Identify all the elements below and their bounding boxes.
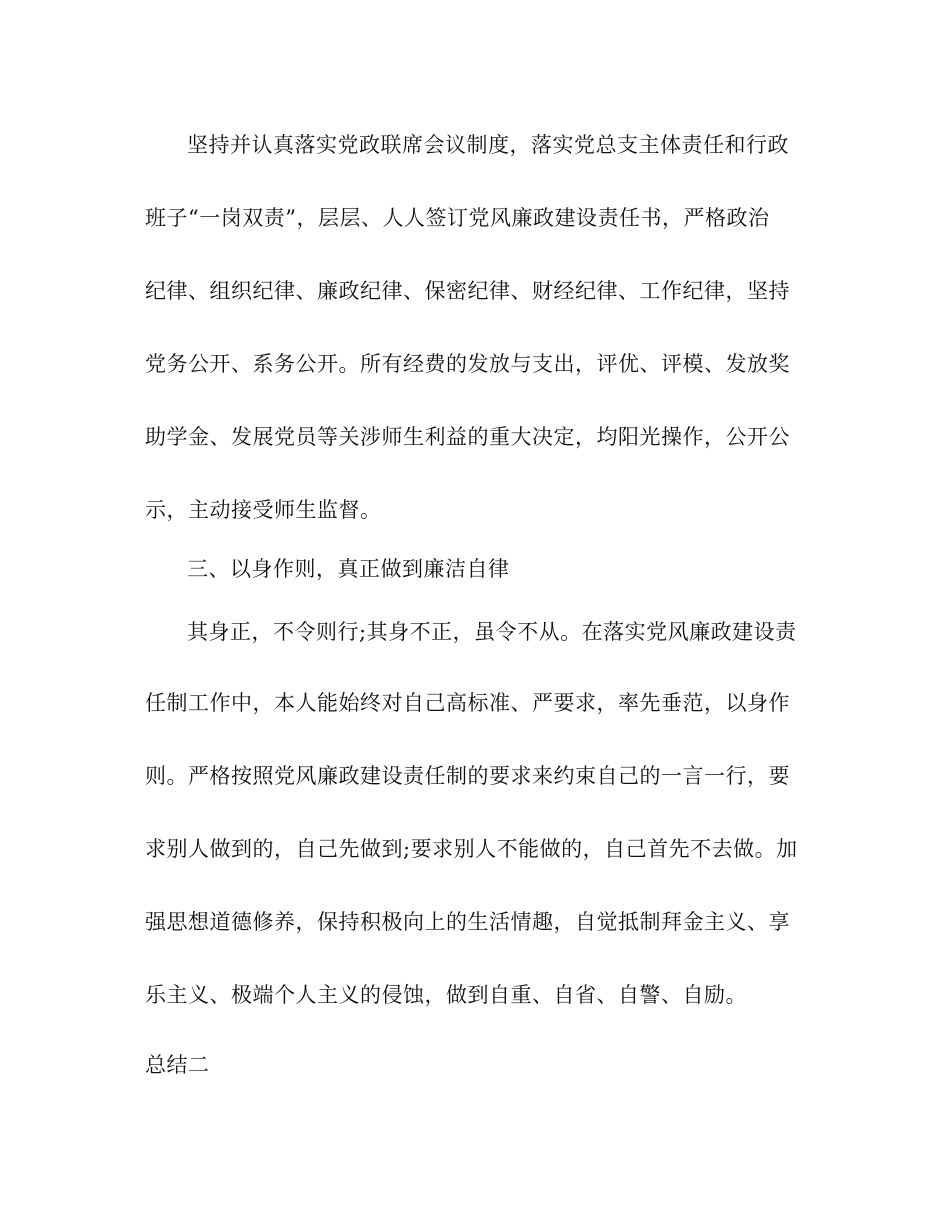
paragraph-line: 坚持并认真落实党政联席会议制度，落实党总支主体责任和行政 — [187, 133, 789, 157]
paragraph-line: 其身正，不令则行;其身不正，虽令不从。在落实党风廉政建设责 — [187, 620, 797, 644]
paragraph-line: 纪律、组织纪律、廉政纪律、保密纪律、财经纪律、工作纪律，坚持 — [145, 279, 790, 303]
paragraph-line: 任制工作中，本人能始终对自己高标准、严要求，率先垂范，以身作 — [145, 691, 790, 715]
paragraph-line: 助学金、发展党员等关涉师生利益的重大决定，均阳光操作，公开公 — [145, 425, 790, 449]
paragraph-line: 乐主义、极端个人主义的侵蚀，做到自重、自省、自警、自励。 — [145, 983, 747, 1007]
section-title: 总结二 — [145, 1053, 210, 1077]
paragraph-line: 则。严格按照党风廉政建设责任制的要求来约束自己的一言一行，要 — [145, 764, 790, 788]
paragraph-line: 强思想道德修养，保持积极向上的生活情趣，自觉抵制拜金主义、享 — [145, 910, 790, 934]
paragraph-line: 班子“一岗双责”，层层、人人签订党风廉政建设责任书，严格政治 — [145, 206, 770, 230]
paragraph-line: 党务公开、系务公开。所有经费的发放与支出，评优、评模、发放奖 — [145, 352, 790, 376]
section-heading: 三、以身作则，真正做到廉洁自律 — [187, 557, 510, 581]
paragraph-line: 示，主动接受师生监督。 — [145, 498, 382, 522]
paragraph-line: 求别人做到的，自己先做到;要求别人不能做的，自己首先不去做。加 — [145, 837, 798, 861]
